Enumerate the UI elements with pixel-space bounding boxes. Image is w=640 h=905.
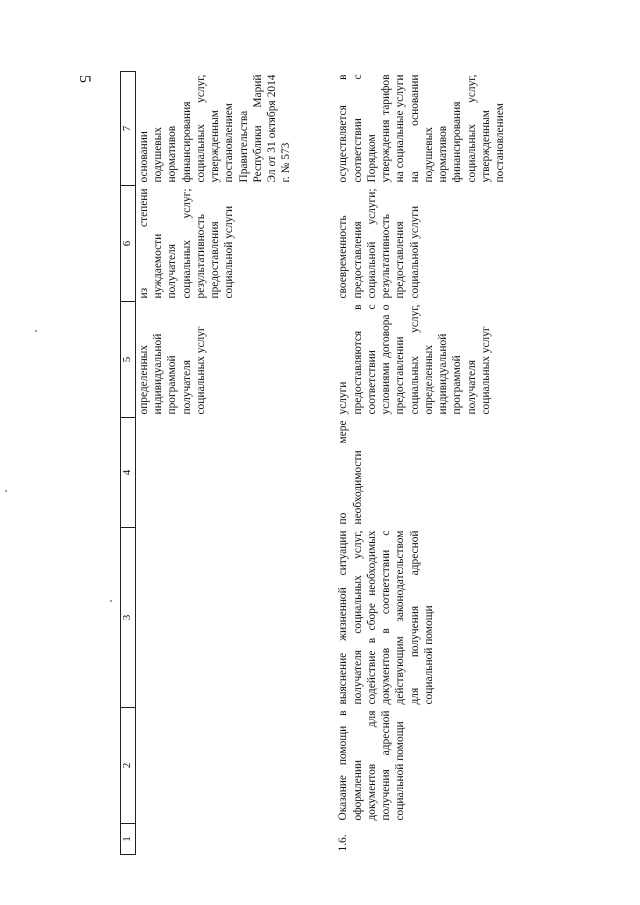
column-number-5: 5 <box>121 302 136 418</box>
service-funding-terms: осуществляется в соответствии с Порядком утверждения тарифов на социальные услуги на основании подушевых нормативов финансирования социальных услуг, утвержденным постановлением <box>337 74 506 183</box>
service-quality-indicators: своевременность предоставления социальной услуги; результативность предоставления социальной услуги <box>337 188 421 299</box>
row-number: 1.6. <box>337 834 350 852</box>
service-description: выяснение жизненной ситуации получателя социальных услуг, содействие в сборе необходимых документов в соответствии с действующим законодательством для получения адресной социальной помощи <box>337 530 435 705</box>
service-frequency <box>135 418 335 528</box>
page-number: 5 <box>76 75 93 83</box>
service-name: Оказание помощи в оформлении документов для получения адресной социальной помощи <box>337 710 407 821</box>
scan-speck <box>110 600 112 602</box>
column-number-1: 1 <box>121 824 136 855</box>
service-conditions: определенных индивидуальной программой получателя социальных услуг <box>137 326 207 415</box>
column-number-2: 2 <box>121 708 136 824</box>
service-name <box>135 708 335 824</box>
service-conditions: услуги предоставляются в соответствии с условиями договора о предоставлении социальных услуг, определенных индивидуальной программой получателя социальных услуг <box>337 304 492 415</box>
service-frequency: по мере необходимости <box>337 420 364 525</box>
service-quality-indicators: из степени нуждаемости получателя социальных услуг; результативность предоставления социальной услуги <box>137 188 236 299</box>
table-row <box>335 72 508 855</box>
scan-speck <box>5 490 7 492</box>
column-number-6: 6 <box>121 186 136 302</box>
service-description <box>135 528 335 708</box>
row-number <box>135 824 335 855</box>
column-number-3: 3 <box>121 528 136 708</box>
column-number-7: 7 <box>121 72 136 186</box>
table-row <box>135 72 335 855</box>
rotated-table-page <box>120 72 570 855</box>
column-number-4: 4 <box>121 418 136 528</box>
service-funding-terms: основании подушевых нормативов финансирования социальных услуг, утвержденным постановлением Правительства Республики Марий Эл от 31 октября 2014 г. № 573 <box>137 74 293 183</box>
services-table <box>120 71 508 855</box>
table-header-row <box>121 72 136 855</box>
scan-speck <box>35 330 37 332</box>
